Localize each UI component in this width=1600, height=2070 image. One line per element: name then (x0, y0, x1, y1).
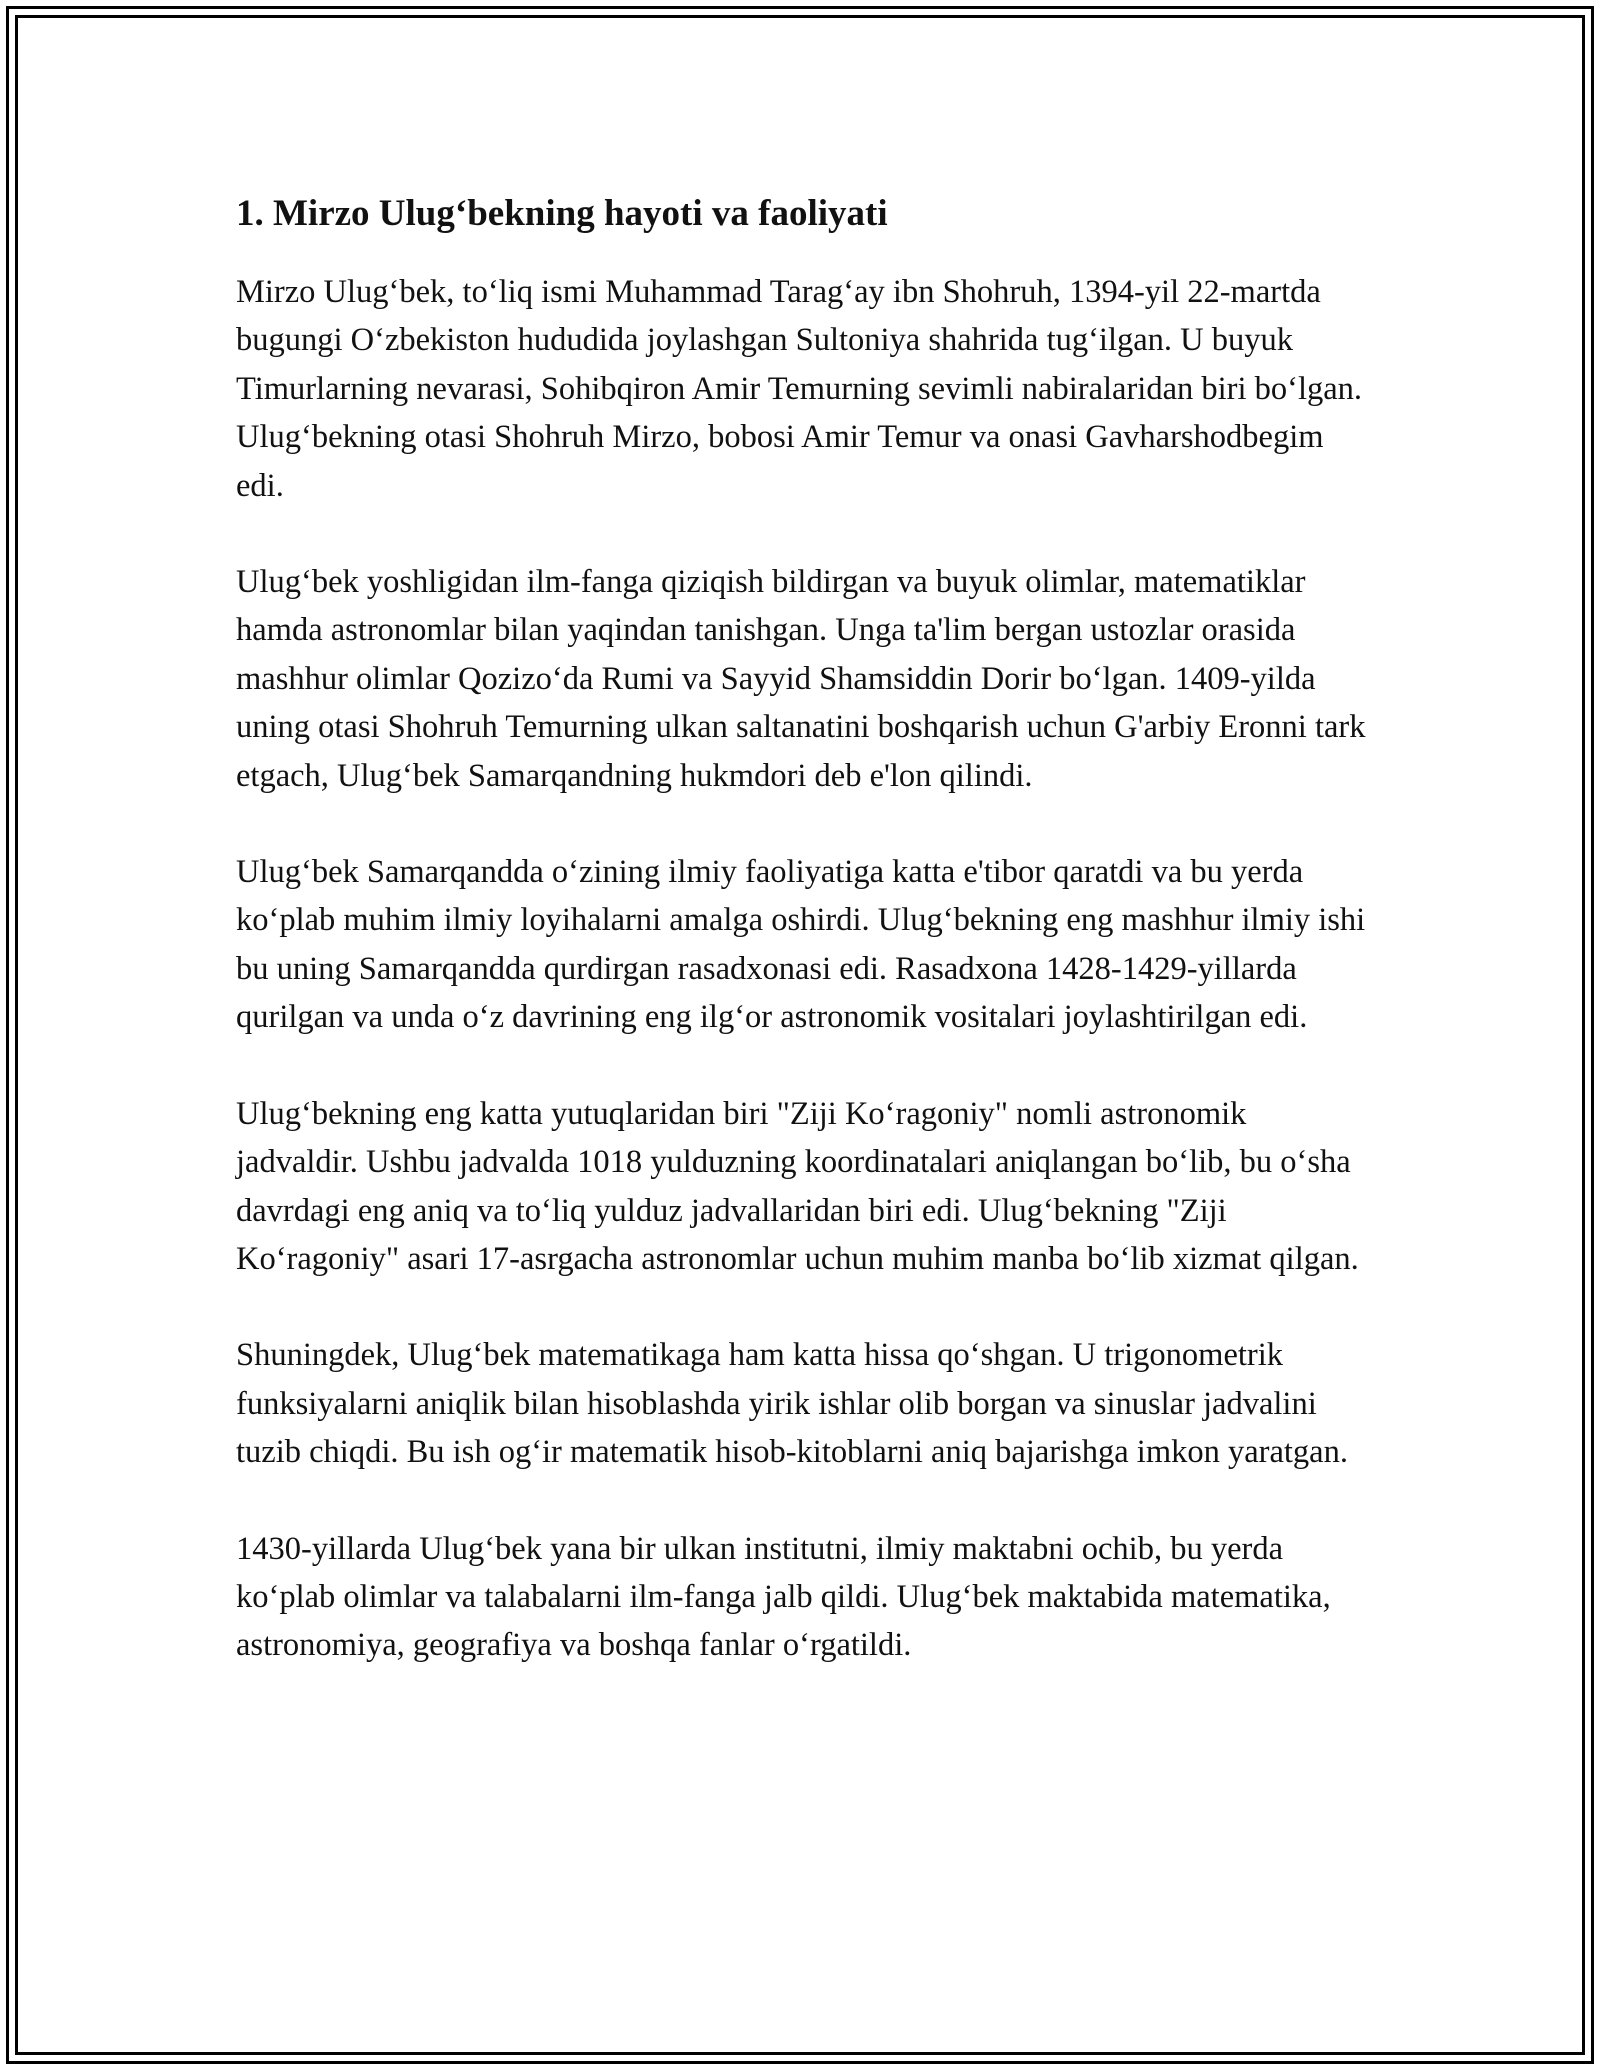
paragraph-observatory: Ulug‘bek Samarqandda o‘zining ilmiy faoliyatiga katta e'tibor qaratdi va bu yerda ko‘plab muhim ilmiy loyihalarni amalga oshirdi. Ulug‘bekning eng mashhur ilmiy ishi bu uning Samarqandda qurdirgan rasadxonasi edi. Rasadxona 1428-1429-yillarda qurilgan va unda o‘z davrining eng ilg‘or astronomik vositalari joylashtirilgan edi. (236, 854, 1366, 1036)
section-title: 1. Mirzo Ulug‘bekning hayoti va faoliyati (236, 193, 888, 234)
document-body (236, 188, 1366, 1718)
paragraph-biography: Mirzo Ulug‘bek, to‘liq ismi Muhammad Tarag‘ay ibn Shohruh, 1394-yil 22-martda bugungi O‘zbekiston hududida joylashgan Sultoniya shahrida tug‘ilgan. U buyuk Timurlarning nevarasi, Sohibqiron Amir Temurning sevimli nabiralaridan biri bo‘lgan. Ulug‘bekning otasi Shohruh Mirzo, bobosi Amir Temur va onasi Gavharshodbegim edi. (236, 274, 1363, 504)
paragraph-school: 1430-yillarda Ulug‘bek yana bir ulkan institutni, ilmiy maktabni ochib, bu yerda ko‘plab olimlar va talabalarni ilm-fanga jalb qildi. Ulug‘bek maktabida matematika, astronomiya, geografiya va boshqa fanlar o‘rgatildi. (236, 1530, 1331, 1664)
paragraph-zij: Ulug‘bekning eng katta yutuqlaridan biri "Ziji Ko‘ragoniy" nomli astronomik jadvaldir. Ushbu jadvalda 1018 yulduzning koordinatalari aniqlangan bo‘lib, bu o‘sha davrdagi eng aniq va to‘liq yulduz jadvallaridan biri edi. Ulug‘bekning "Ziji Ko‘ragoniy" asari 17-asrgacha astronomlar uchun muhim manba bo‘lib xizmat qilgan. (236, 1095, 1359, 1277)
paragraph-education: Ulug‘bek yoshligidan ilm-fanga qiziqish bildirgan va buyuk olimlar, matematiklar hamda astronomlar bilan yaqindan tanishgan. Unga ta'lim bergan ustozlar orasida mashhur olimlar Qozizo‘da Rumi va Sayyid Shamsiddin Dorir bo‘lgan. 1409-yilda uning otasi Shohruh Temurning ulkan saltanatini boshqarish uchun G'arbiy Eronni tark etgach, Ulug‘bek Samarqandning hukmdori deb e'lon qilindi. (236, 564, 1366, 794)
paragraph-mathematics: Shuningdek, Ulug‘bek matematikaga ham katta hissa qo‘shgan. U trigonometrik funksiyalarni aniqlik bilan hisoblashda yirik ishlar olib borgan va sinuslar jadvalini tuzib chiqdi. Bu ish og‘ir matematik hisob-kitoblarni aniq bajarishga imkon yaratgan. (236, 1337, 1348, 1471)
